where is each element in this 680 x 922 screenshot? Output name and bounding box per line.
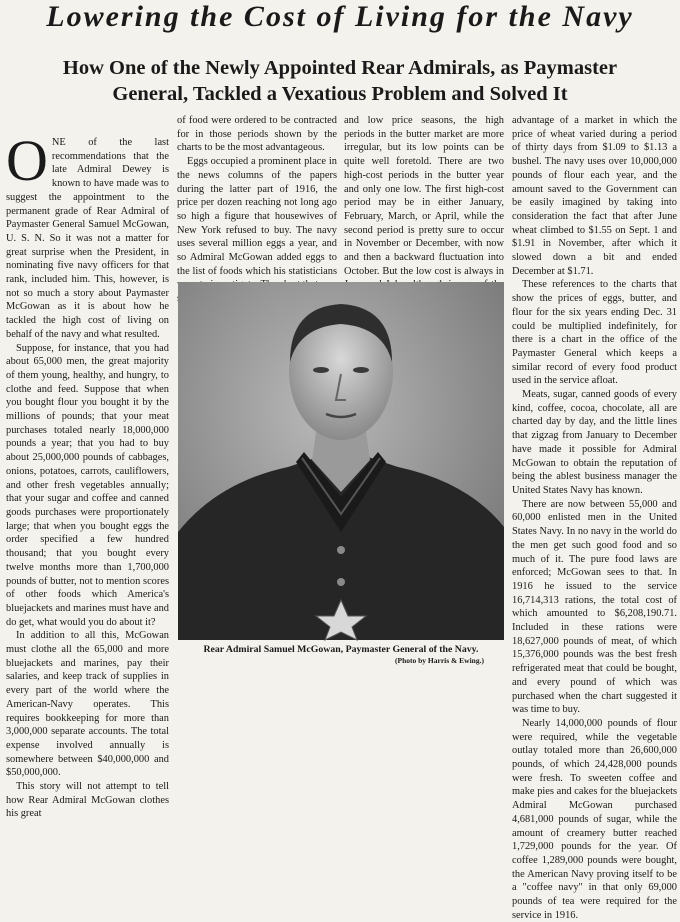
paragraph: advantage of a market in which the price of wheat varied during a period of thirty days from $1.09 to $1.13 a bushel. The navy uses over 10,000,000 pounds of flour each year, and the amount saved to the Government can be easily imagined by taking into consideration the fact that after June wheat climbed to $1.55 on Sept. 1 and $1.91 in November, after which it slowed down a bit and ended December at $1.71. [512,115,677,277]
paragraph: This story will not attempt to tell how Rear Admiral McGowan clothes his great [6,781,169,820]
drop-cap: O [6,128,48,193]
paragraph: Eggs occupied a prominent place in the news columns of the papers during the latter part of 1916, the price per dozen reaching not long ago so high a figure that housewives of New York refused to buy. The navy uses several million eggs a year, and so Admiral McGowan added eggs to the list of foods which his statisticians [177,156,337,277]
paragraph: ONE of the last recommendations that the late Admiral Dewey is known to have made was to suggest the appointment to the permanent grade of Rear Admiral of Paymaster General Samuel McGowan, U. S. N. So it was not a matter for great surprise when the President, in nominating five navy officers for that rank, included him. This, however, is not so much a story about Paymaster McGowan as it is about how he tackled the high cost of living on behalf of the navy and what resulted. [6,128,169,340]
portrait-photo [178,282,504,640]
paragraph: In addition to all this, McGowan must clothe all the 65,000 and more bluejackets and marines, pay their salaries, and keep track of supplies in every part of the world where the American-Navy operates. This requires bookkeeping for more than 3,000,000 separate accounts. The total expense involved annually is somewhere between $40,000,000 and $50,000,000. [6,630,169,779]
subheadline: How One of the Newly Appointed Rear Admirals, as Paymaster General, Tackled a Vexatious Problem and Solved It [62,57,618,105]
paragraph: Nearly 14,000,000 pounds of flour were required, while the vegetable outlay totaled more than 26,600,000 pounds, of which 24,428,000 pounds were fresh. To sweeten coffee and make pies and cakes for the bluejackets Admiral McGowan purchased 4,681,000 pounds of sugar, while the amount of creamery butter reached 1,729,000 pounds for the year. Of coffee 1,289,000 pounds were bought, the American Navy proving itself to be a "coffee navy" in that only 69,000 pounds of tea were required for the service in 1916. [512,717,677,921]
paragraph: and low price seasons, the high periods in the butter market are more irregular, but its low points can be quite well foretold. There are two high-cost periods in the butter year and only one low. The first high-cost period may be in either January, February, March, or April, while the second period is pretty sure to occur in November or December, with now and then a backward fluctuation into October. But the low cost is always in [344,115,504,277]
paragraph: There are now between 55,000 and 60,000 enlisted men in the United States Navy. In no navy in the world do the men get such good food and so much of it. The pure food laws are enforced; McGowan sees to that. In 1916 he issued to the service 16,714,313 rations, the total cost of which amounted to $6,208,190.71. Included in these rations were 18,627,000 pounds of meat, of which 15,376,000 pounds was the best fresh refrigerated meat that could be bought, and every pound of which was purchased when the chart suggested it was time to buy. [512,498,677,716]
headline: Lowering the Cost of Living for the Navy [46,0,634,33]
article-column-4 [512,114,677,921]
paragraph: of food were ordered to be contracted for in those periods shown by the charts to be the most advantageous. [177,115,337,154]
paragraph: These references to the charts that show the prices of eggs, butter, and flour for the six years ending Dec. 31 could be multiplied indefinitely, for there is a chart in the office of the Paymaster General which keeps a similar record of every food product used in the service afloat. [512,279,677,387]
portrait-illustration [178,282,504,640]
paragraph: Meats, sugar, canned goods of every kind, coffee, cocoa, chocolate, all are charted day by day, and the little lines that zigzag from January to December have made it possible for Admiral McGowan to obtain the reputation of being the ablest business manager the United States Navy has known. [512,389,677,496]
paragraph: Suppose, for instance, that you had about 65,000 men, the great majority of them young, healthy, and hungry, to clothe and feed. Suppose that when you bought flour you bought it by the millions of pounds; that your meat purchases totaled nearly 18,000,000 pounds a year; that you had to buy about 25,000,000 pounds of cabbages, onions, potatoes, carrots, cauliflowers, and other fresh vegetables annually; that your sugar and coffee and canned goods purchases were proportionately large; that when you bought eggs the order specified a few hundred thousand; that you bought every twelve months more than 1,700,000 pounds of butter, not to mention scores of other foods which America's bluejackets and marines must have and do get, what would you do about it? [6,342,169,628]
article-column-2 [177,114,337,276]
article-column-3 [344,114,504,276]
article-column-1 [6,128,169,820]
photo-caption: Rear Admiral Samuel McGowan, Paymaster General of the Navy. [203,644,479,655]
photo-credit: (Photo by Harris & Ewing.) [395,656,484,665]
